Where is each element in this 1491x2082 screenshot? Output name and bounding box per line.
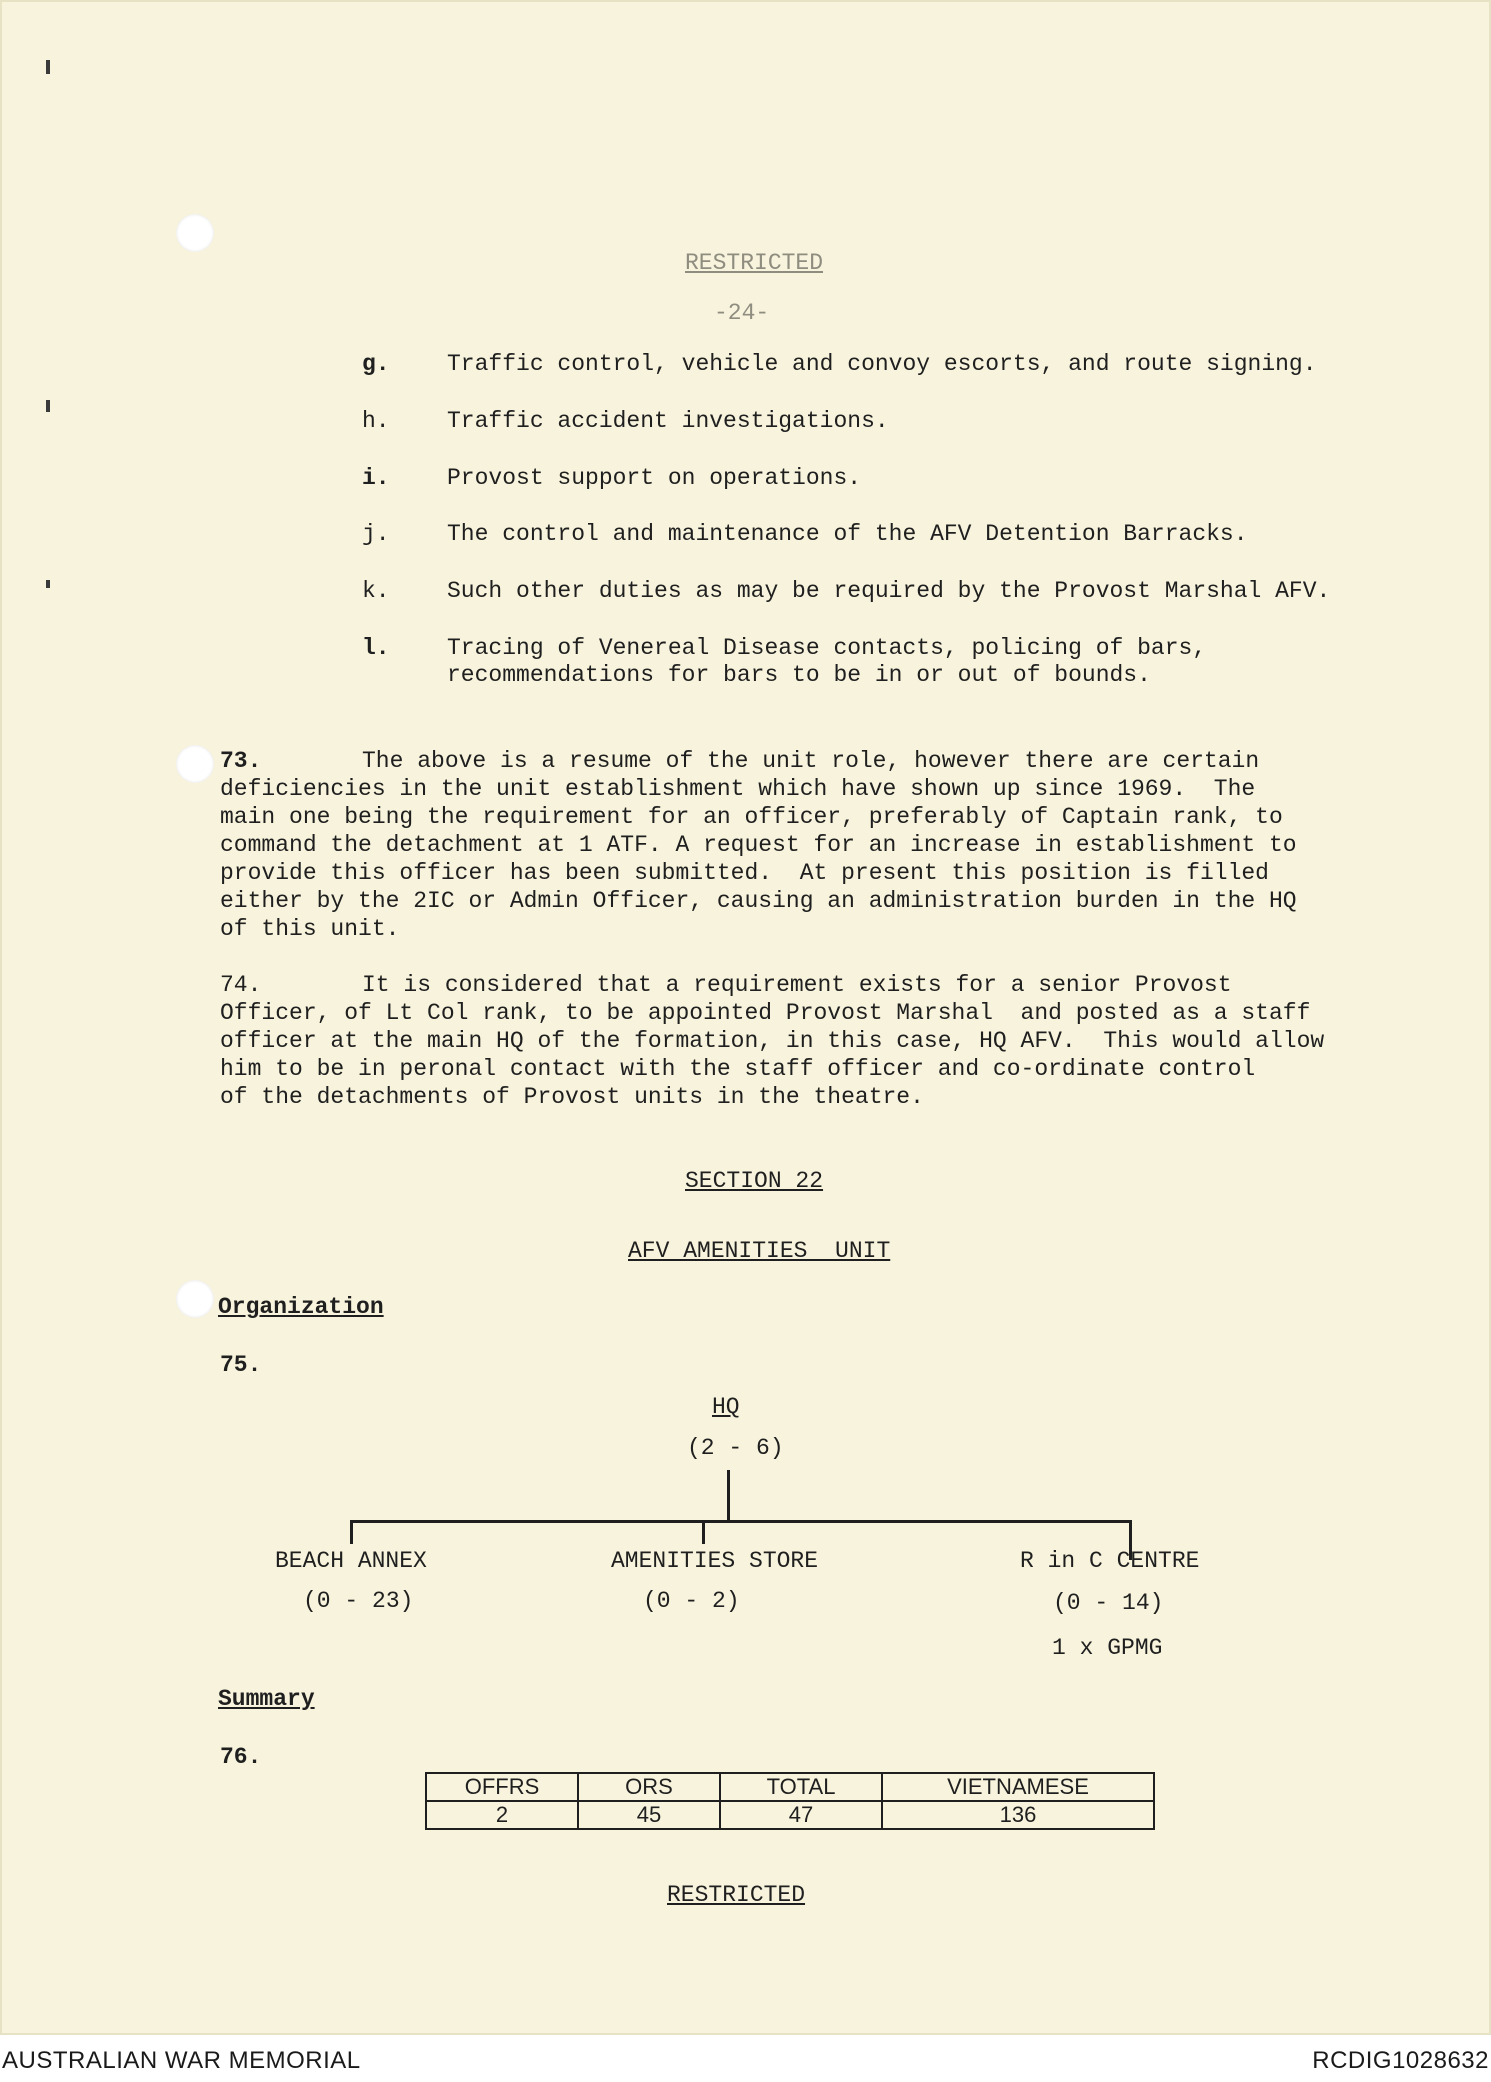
punch-hole [176, 214, 214, 252]
paragraph-line: deficiencies in the unit establishment which have shown up since 1969. The [220, 776, 1256, 802]
table-header-row [426, 1773, 1154, 1801]
paragraph-number: 75. [220, 1352, 262, 1378]
table-header-cell: TOTAL [720, 1773, 882, 1801]
paragraph-line: Officer, of Lt Col rank, to be appointed Provost Marshal and posted as a staff [220, 1000, 1311, 1026]
section-title: SECTION 22 [685, 1168, 824, 1194]
punch-hole [176, 1280, 214, 1318]
list-item-text: The control and maintenance of the AFV Detention Barracks. [447, 521, 1248, 547]
organization-heading: Organization [218, 1294, 384, 1320]
list-item-letter: h. [362, 408, 390, 434]
paragraph-line: him to be in peronal contact with the staff officer and co-ordinate control [220, 1056, 1256, 1082]
org-hq-strength: (2 - 6) [687, 1435, 784, 1461]
table-cell: 45 [578, 1801, 720, 1829]
org-hq-label: HQ [712, 1394, 740, 1420]
table-cell: 47 [720, 1801, 882, 1829]
list-item-text: Traffic accident investigations. [447, 408, 889, 434]
list-item-letter: k. [362, 578, 390, 604]
list-item-text: Such other duties as may be required by the Provost Marshal AFV. [447, 578, 1331, 604]
list-item-letter: i. [362, 465, 390, 491]
paragraph-line: main one being the requirement for an officer, preferably of Captain rank, to [220, 804, 1283, 830]
paragraph-line: of the detachments of Provost units in the theatre. [220, 1084, 924, 1110]
table-cell: 2 [426, 1801, 578, 1829]
org-unit-label: R in C CENTRE [1020, 1548, 1200, 1574]
paragraph-line: command the detachment at 1 ATF. A request for an increase in establishment to [220, 832, 1297, 858]
header-classification: RESTRICTED [685, 250, 824, 276]
org-unit-strength: (0 - 14) [1053, 1590, 1164, 1616]
table-cell: 136 [882, 1801, 1154, 1829]
org-chart-connector [727, 1470, 730, 1522]
summary-table [425, 1772, 1155, 1830]
unit-title: AFV AMENITIES UNIT [628, 1238, 891, 1264]
list-item-text-continued: recommendations for bars to be in or out of bounds. [447, 662, 1151, 688]
list-item-letter: j. [362, 521, 390, 547]
org-unit-equipment: 1 x GPMG [1052, 1635, 1163, 1661]
list-item-text: Provost support on operations. [447, 465, 862, 491]
summary-heading: Summary [218, 1686, 315, 1712]
org-unit-label: BEACH ANNEX [275, 1548, 427, 1574]
page-number: -24- [714, 300, 770, 326]
list-item-text: Tracing of Venereal Disease contacts, policing of bars, [447, 635, 1207, 661]
org-unit-strength: (0 - 23) [303, 1588, 414, 1614]
org-chart-connector [350, 1520, 353, 1544]
list-item-letter: l. [362, 635, 390, 661]
margin-mark [46, 580, 50, 588]
paragraph-line: It is considered that a requirement exists for a senior Provost [362, 972, 1232, 998]
table-header-cell: ORS [578, 1773, 720, 1801]
archive-footer-right: RCDIG1028632 [1312, 2047, 1489, 2074]
table-row [426, 1801, 1154, 1829]
punch-hole [176, 745, 214, 783]
org-unit-label: AMENITIES STORE [611, 1548, 819, 1574]
org-unit-strength: (0 - 2) [643, 1588, 740, 1614]
table-header-cell: OFFRS [426, 1773, 578, 1801]
org-chart-connector [350, 1520, 1132, 1523]
paragraph-line: The above is a resume of the unit role, however there are certain [362, 748, 1260, 774]
paragraph-number: 74. [220, 972, 262, 998]
paragraph-line: either by the 2IC or Admin Officer, causing an administration burden in the HQ [220, 888, 1297, 914]
archive-footer-left: AUSTRALIAN WAR MEMORIAL [2, 2047, 361, 2074]
paragraph-line: of this unit. [220, 916, 400, 942]
footer-classification: RESTRICTED [667, 1882, 806, 1908]
margin-mark [46, 60, 50, 74]
list-item-text: Traffic control, vehicle and convoy escorts, and route signing. [447, 351, 1317, 377]
table-header-cell: VIETNAMESE [882, 1773, 1154, 1801]
paragraph-line: provide this officer has been submitted. At present this position is filled [220, 860, 1269, 886]
paragraph-number: 73. [220, 748, 262, 774]
list-item-letter: g. [362, 351, 390, 377]
margin-mark [46, 400, 50, 412]
org-chart-connector [702, 1520, 705, 1544]
paragraph-line: officer at the main HQ of the formation, in this case, HQ AFV. This would allow [220, 1028, 1325, 1054]
paragraph-number: 76. [220, 1744, 262, 1770]
